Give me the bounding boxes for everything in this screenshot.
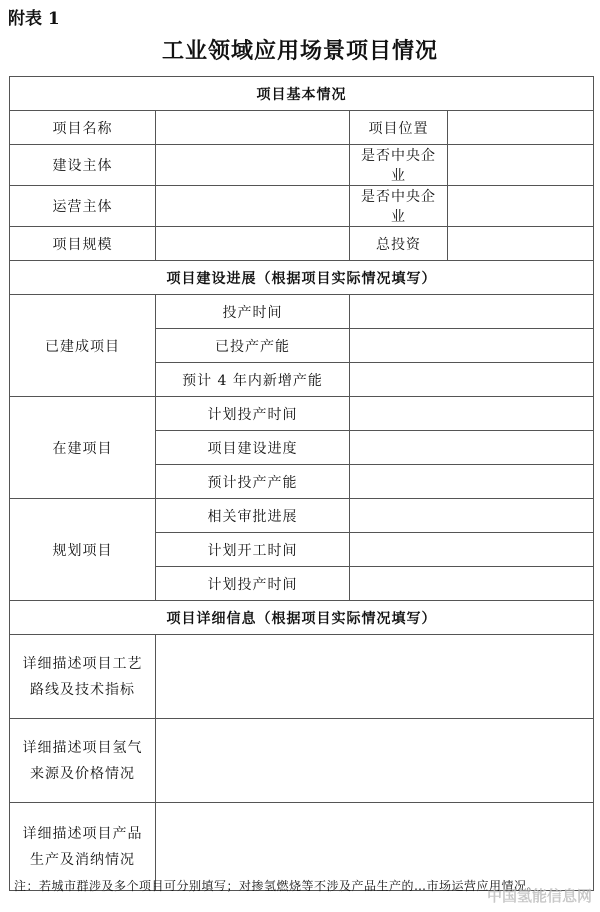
attachment-label: 附表 1: [8, 9, 60, 29]
item-label: 投产时间: [156, 295, 350, 329]
label-builder: 建设主体: [10, 145, 156, 186]
section-basic-title: 项目基本情况: [10, 77, 594, 111]
detail-label-hydrogen: [10, 719, 156, 803]
input-total-investment[interactable]: [448, 227, 594, 261]
item-input[interactable]: [350, 567, 594, 601]
item-label: 预计 4 年内新增产能: [156, 363, 350, 397]
label-project-name: 项目名称: [10, 111, 156, 145]
detail-label-line: 来源及价格情况: [30, 765, 135, 782]
item-label: 已投产产能: [156, 329, 350, 363]
item-label: 计划投产时间: [156, 397, 350, 431]
project-form-table: [9, 76, 594, 891]
label-central-enterprise-2: 是否中央企业: [350, 186, 448, 227]
label-operator: 运营主体: [10, 186, 156, 227]
item-input[interactable]: [350, 329, 594, 363]
group-label-under-construction: 在建项目: [10, 397, 156, 499]
input-central-enterprise-2[interactable]: [448, 186, 594, 227]
label-project-location: 项目位置: [350, 111, 448, 145]
detail-label-line: 生产及消纳情况: [30, 851, 135, 868]
item-input[interactable]: [350, 295, 594, 329]
detail-input-hydrogen[interactable]: [156, 719, 594, 803]
detail-label-line: 详细描述项目工艺: [22, 655, 143, 672]
detail-label-line: 详细描述项目氢气: [22, 739, 143, 756]
input-project-scale[interactable]: [156, 227, 350, 261]
item-input[interactable]: [350, 533, 594, 567]
item-label: 计划开工时间: [156, 533, 350, 567]
item-input[interactable]: [350, 363, 594, 397]
page-title: 工业领域应用场景项目情况: [161, 38, 438, 64]
item-label: 相关审批进展: [156, 499, 350, 533]
input-project-name[interactable]: [156, 111, 350, 145]
label-total-investment: 总投资: [350, 227, 448, 261]
group-label-planned: 规划项目: [10, 499, 156, 601]
item-input[interactable]: [350, 465, 594, 499]
label-project-scale: 项目规模: [10, 227, 156, 261]
input-central-enterprise-1[interactable]: [448, 145, 594, 186]
item-input[interactable]: [350, 499, 594, 533]
detail-label-line: 详细描述项目产品: [22, 825, 143, 842]
item-input[interactable]: [350, 431, 594, 465]
input-builder[interactable]: [156, 145, 350, 186]
input-operator[interactable]: [156, 186, 350, 227]
item-label: 预计投产产能: [156, 465, 350, 499]
section-details-title: 项目详细信息（根据项目实际情况填写）: [10, 601, 594, 635]
detail-label-line: 路线及技术指标: [30, 681, 135, 698]
detail-label-process: [10, 635, 156, 719]
section-progress-title: 项目建设进展（根据项目实际情况填写）: [10, 261, 594, 295]
detail-input-process[interactable]: [156, 635, 594, 719]
input-project-location[interactable]: [448, 111, 594, 145]
item-input[interactable]: [350, 397, 594, 431]
footnote: 注：若城市群涉及多个项目可分别填写；对掺氢燃烧等不涉及产品生产的…市场运营应用情况。: [14, 879, 540, 893]
item-label: 项目建设进度: [156, 431, 350, 465]
item-label: 计划投产时间: [156, 567, 350, 601]
watermark: 中国氢能信息网: [486, 887, 592, 905]
label-central-enterprise-1: 是否中央企业: [350, 145, 448, 186]
group-label-completed: 已建成项目: [10, 295, 156, 397]
